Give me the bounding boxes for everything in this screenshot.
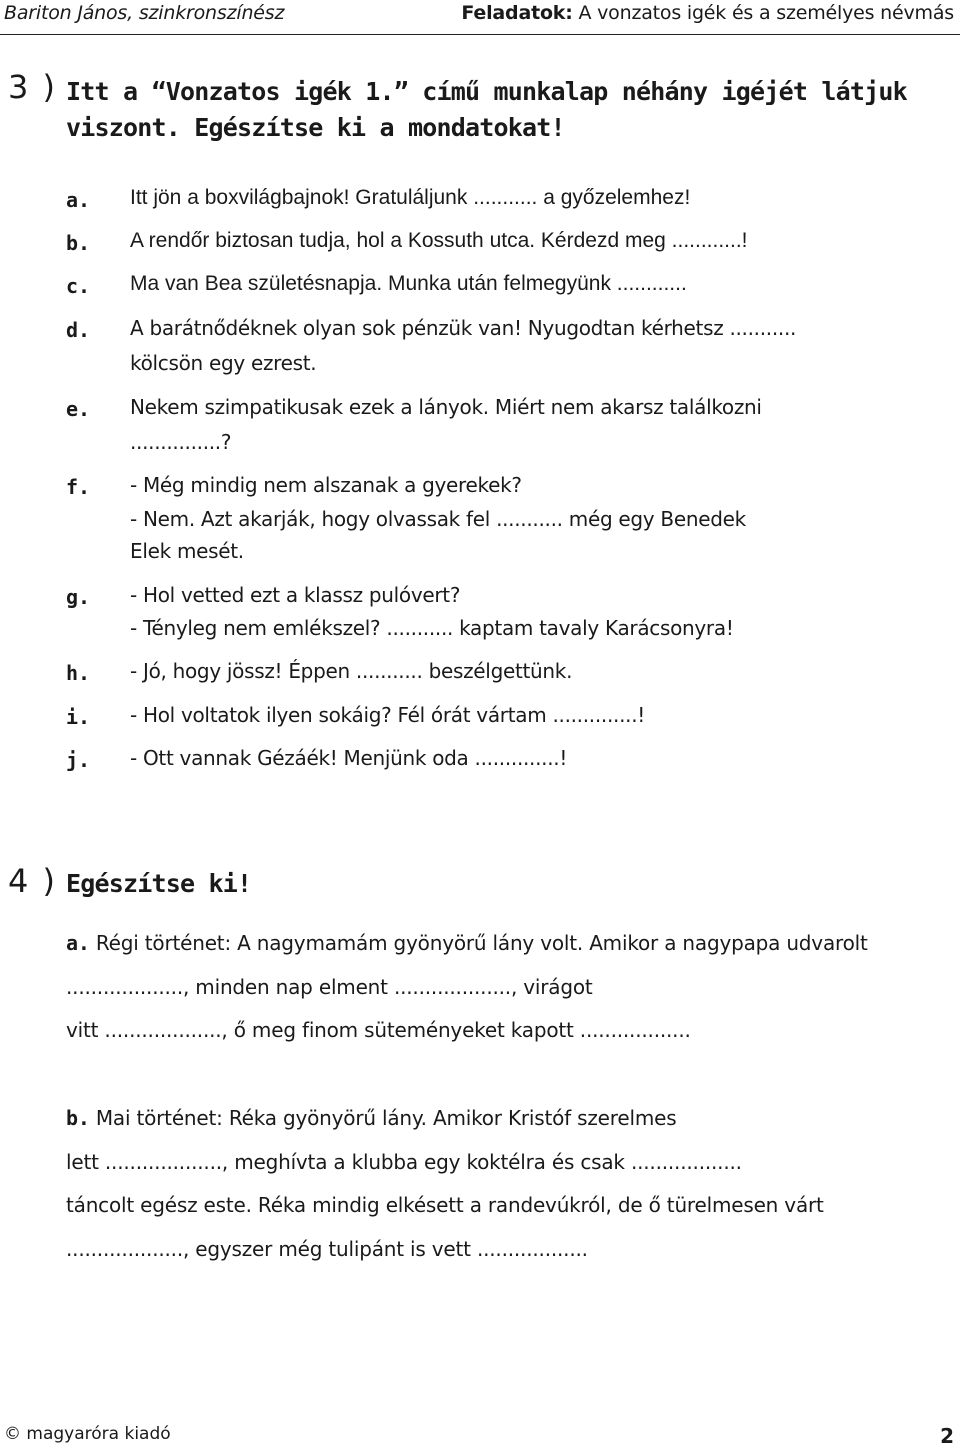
item-f-text-3: Elek mesét. <box>130 539 244 563</box>
item-i-text: - Hol voltatok ilyen sokáig? Fél órát vártam ..............! <box>130 703 645 727</box>
item-f-letter: f. <box>66 475 91 499</box>
task4-number: 4 ) <box>8 862 58 900</box>
item-f-text-1: - Még mindig nem alszanak a gyerekek? <box>130 473 522 497</box>
item-d-text-2: kölcsön egy ezrest. <box>130 351 317 375</box>
task4-a-line-1 <box>66 931 868 955</box>
task4-b-line-2: lett ..................., meghívta a klubba egy koktélra és csak .................. <box>66 1150 742 1174</box>
item-h-text: - Jó, hogy jössz! Éppen ........... beszélgettünk. <box>130 659 573 683</box>
item-f-text-2: - Nem. Azt akarják, hogy olvassak fel ........... még egy Benedek <box>130 507 746 531</box>
task4-b-line-4: ..................., egyszer még tulipánt is vett .................. <box>66 1237 588 1261</box>
item-e-text-2: ...............? <box>130 430 232 454</box>
task4-title: Egészítse ki! <box>66 869 252 898</box>
item-g-letter: g. <box>66 585 91 609</box>
item-g-text-1: - Hol vetted ezt a klassz pulóvert? <box>130 583 461 607</box>
item-e-text-1: Nekem szimpatikusak ezek a lányok. Miért nem akarsz találkozni <box>130 395 762 419</box>
task4-b-line-1 <box>66 1106 676 1130</box>
page-header <box>0 0 960 35</box>
task4-b-text-1: Mai történet: Réka gyönyörű lány. Amikor Kristóf szerelmes <box>95 1106 677 1130</box>
item-j-letter: j. <box>66 748 91 772</box>
task4-a-line-3: vitt ..................., ő meg finom süteményeket kapott .................. <box>66 1018 691 1042</box>
item-g-text-2: - Tényleg nem emlékszel? ........... kaptam tavaly Karácsonyra! <box>130 616 734 640</box>
task4-a-line-2: ..................., minden nap elment ..................., virágot <box>66 975 593 999</box>
footer-page-number: 2 <box>940 1424 954 1448</box>
task3-title-line2: viszont. Egészítse ki a mondatokat! <box>66 113 565 142</box>
item-i-letter: i. <box>66 705 91 729</box>
item-d-letter: d. <box>66 318 91 342</box>
item-e-letter: e. <box>66 397 91 421</box>
item-j-text: - Ott vannak Gézáék! Menjünk oda ..............! <box>130 746 568 770</box>
item-b-letter: b. <box>66 231 91 255</box>
task4-b-letter: b. <box>66 1106 90 1130</box>
footer-publisher: © magyaróra kiadó <box>4 1424 171 1444</box>
header-title-text: A vonzatos igék és a személyes névmás <box>572 2 954 24</box>
item-d-text-1: A barátnődéknek olyan sok pénzük van! Nyugodtan kérhetsz ........... <box>130 316 797 340</box>
item-a-text: Itt jön a boxvilágbajnok! Gratuláljunk ........... a győzelemhez! <box>130 186 691 209</box>
task4-a-text-1: Régi történet: A nagymamám gyönyörű lány volt. Amikor a nagypapa udvarolt <box>95 931 868 955</box>
item-a-letter: a. <box>66 188 91 212</box>
item-h-letter: h. <box>66 661 91 685</box>
task4-b-line-3: táncolt egész este. Réka mindig elkésett a randevúkról, de ő türelmesen várt <box>66 1193 824 1217</box>
item-b-text: A rendőr biztosan tudja, hol a Kossuth utca. Kérdezd meg ............! <box>130 229 748 252</box>
header-author: Bariton János, szinkronszínész <box>4 2 285 24</box>
item-c-letter: c. <box>66 274 91 298</box>
task3-number: 3 ) <box>8 68 58 106</box>
task3-title-line1: Itt a “Vonzatos igék 1.” című munkalap néhány igéjét látjuk <box>66 77 907 106</box>
task4-a-letter: a. <box>66 931 90 955</box>
item-c-text: Ma van Bea születésnapja. Munka után felmegyünk ............ <box>130 272 687 295</box>
header-title-label: Feladatok: <box>461 2 573 24</box>
header-title <box>461 2 954 24</box>
